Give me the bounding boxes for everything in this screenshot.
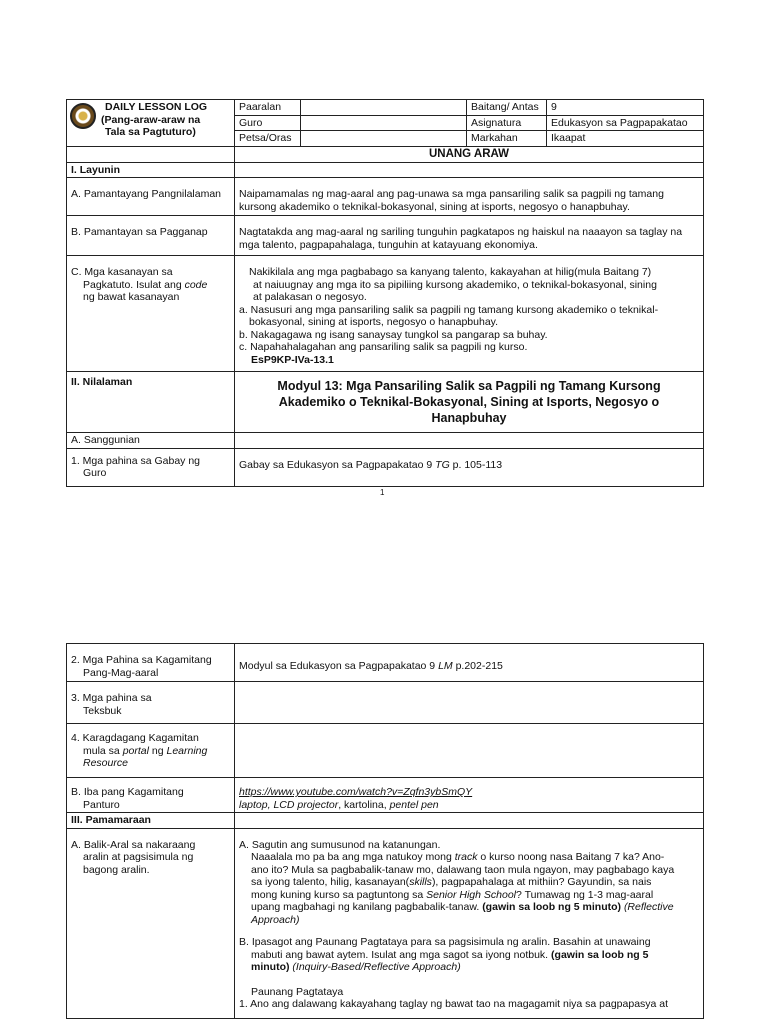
part-b-text: minuto) (Inquiry-Based/Reflective Approach) bbox=[251, 961, 461, 973]
part-a-text: Naaalala mo pa ba ang mga natukoy mong track o kurso noong nasa Baitang 7 ka? Ano- bbox=[251, 851, 665, 863]
kasanayan-line: at palakasan o negosyo. bbox=[253, 291, 367, 303]
kasanayan-line: at naiuugnay ang mga ito sa pipiliing kursong akademiko, o teknikal-bokasyonal, sining bbox=[253, 278, 657, 291]
pamantayang-label: A. Pamantayang Pangnilalaman bbox=[67, 178, 235, 216]
field-value-markahan: Ikaapat bbox=[547, 131, 704, 147]
kasanayan-line: c. Napahahalagahan ang pansariling salik sa pagpili ng kurso. bbox=[239, 341, 528, 353]
paunang-pagtataya-heading: Paunang Pagtataya bbox=[251, 985, 344, 998]
question-1: 1. Ano ang dalawang kakayahang taglay ng bawat tao na magagamit niya sa pagpapasya at bbox=[239, 998, 669, 1010]
kasanayan-line: bokasyonal, sining at isports, negosyo o hanapbuhay. bbox=[249, 316, 499, 328]
header-subtitle-2: Tala sa Pagtuturo) bbox=[105, 126, 196, 138]
header-subtitle: (Pang-araw-araw na bbox=[101, 113, 201, 126]
kasanayan-label-line2: Pagkatuto. Isulat ang code bbox=[83, 278, 208, 291]
section-nilalaman: II. Nilalaman bbox=[67, 372, 235, 433]
part-a-text: Approach) bbox=[251, 913, 300, 926]
kagamitang-label-line2: Pang-Mag-aaral bbox=[83, 666, 159, 679]
karagdagang-value bbox=[235, 724, 704, 778]
section-layunin: I. Layunin bbox=[67, 162, 235, 178]
kagamitang-value: Modyul sa Edukasyon sa Pagpapakatao 9 LM p.202-215 bbox=[235, 644, 704, 682]
karagdagang-label bbox=[67, 724, 235, 778]
kasanayan-value bbox=[235, 256, 704, 372]
karagdagang-label-line1: 4. Karagdagang Kagamitan bbox=[71, 732, 199, 744]
school-seal-icon bbox=[70, 103, 96, 129]
kasanayan-label-line1: C. Mga kasanayan sa bbox=[71, 266, 173, 278]
iba-value bbox=[235, 778, 704, 813]
field-label-markahan: Markahan bbox=[467, 131, 547, 147]
modyul-title: Modyul 13: Mga Pansariling Salik sa Pagpili ng Tamang Kursong Akademiko o Teknikal-Bokasyonal, Sining at Isports, Negosyo o Hanapbuhay bbox=[235, 372, 704, 433]
field-label-baitang: Baitang/ Antas bbox=[467, 100, 547, 116]
header-title-cell bbox=[67, 100, 235, 147]
youtube-link[interactable]: https://www.youtube.com/watch?v=Zqfn3ybSmQY bbox=[239, 786, 473, 798]
field-label-asignatura: Asignatura bbox=[467, 115, 547, 131]
balik-label-line2: aralin at pagsisimula ng bbox=[83, 851, 194, 863]
pamantayang-value: Naipamamalas ng mag-aaral ang pag-unawa sa mga pansariling salik sa pagpili ng tamang kursong akademiko o teknikal-bokasyonal, sining at isports, negosyo o hanapbuhay. bbox=[235, 178, 704, 216]
pagganap-value: Nagtatakda ang mag-aaral ng sariling tunguhin pagkatapos ng haiskul na naaayon sa taglay na mga talento, pagpapahalaga, tunguhin at katayuang ekonomiya. bbox=[235, 216, 704, 256]
competency-code: EsP9KP-IVa-13.1 bbox=[251, 353, 334, 366]
section-pamamaraan: III. Pamamaraan bbox=[67, 813, 235, 829]
gabay-label-line1: 1. Mga pahina sa Gabay ng bbox=[71, 454, 201, 467]
field-value-guro bbox=[301, 115, 467, 131]
field-value-asignatura: Edukasyon sa Pagpapakatao bbox=[547, 115, 704, 131]
kagamitang-label-line1: 2. Mga Pahina sa Kagamitang bbox=[71, 654, 212, 666]
iba-label-line2: Panturo bbox=[83, 798, 120, 811]
sanggunian-label: A. Sanggunian bbox=[67, 433, 235, 449]
kasanayan-line: a. Nasusuri ang mga pansariling salik sa pagpili ng tamang kursong akademiko o teknikal- bbox=[239, 303, 659, 316]
teksbuk-label-line2: Teksbuk bbox=[83, 704, 122, 717]
karagdagang-label-line2: mula sa portal ng Learning bbox=[83, 744, 208, 757]
iba-label-line1: B. Iba pang Kagamitang bbox=[71, 786, 184, 798]
field-value-petsa bbox=[301, 131, 467, 147]
kasanayan-line: b. Nakagagawa ng isang sanaysay tungkol sa pangarap sa buhay. bbox=[239, 328, 548, 341]
field-label-guro: Guro bbox=[235, 115, 301, 131]
teksbuk-label-line1: 3. Mga pahina sa bbox=[71, 692, 152, 704]
gabay-value: Gabay sa Edukasyon sa Pagpapakatao 9 TG p. 105-113 bbox=[235, 448, 704, 486]
part-a-text: ano ito? Mula sa pagbabalik-tanaw mo, dalawang taon mula ngayon, may pagbabago kaya bbox=[251, 863, 675, 876]
kasanayan-label-line3: ng bawat kasanayan bbox=[83, 291, 180, 303]
balik-aral-content bbox=[235, 828, 704, 1018]
kasanayan-line: Nakikilala ang mga pagbabago sa kanyang talento, kakayahan at hilig(mula Baitang 7) bbox=[249, 266, 652, 278]
field-label-paaralan: Paaralan bbox=[235, 100, 301, 116]
teksbuk-value bbox=[235, 682, 704, 724]
part-a-text: upang magbahagi ng kanilang pagbabalik-tanaw. (gawin sa loob ng 5 minuto) (Reflective bbox=[251, 901, 674, 913]
lesson-log-table-page1 bbox=[66, 99, 704, 487]
gabay-label-line2: Guro bbox=[83, 467, 107, 479]
teksbuk-label bbox=[67, 682, 235, 724]
karagdagang-label-line3: Resource bbox=[83, 757, 128, 769]
field-label-petsa: Petsa/Oras bbox=[235, 131, 301, 147]
header-title: DAILY LESSON LOG bbox=[105, 101, 208, 113]
pagganap-label: B. Pamantayan sa Pagganap bbox=[67, 216, 235, 256]
part-b-text: mabuti ang bawat aytem. Isulat ang mga sagot sa iyong notbuk. (gawin sa loob ng 5 bbox=[251, 948, 649, 961]
part-b-text: B. Ipasagot ang Paunang Pagtataya para sa pagsisimula ng aralin. Basahin at unawaing bbox=[239, 936, 651, 948]
field-value-paaralan bbox=[301, 100, 467, 116]
day-heading: UNANG ARAW bbox=[235, 146, 704, 162]
kasanayan-label bbox=[67, 256, 235, 372]
kagamitang-label bbox=[67, 644, 235, 682]
part-a-intro: A. Sagutin ang sumusunod na katanungan. bbox=[239, 838, 441, 851]
iba-materials: laptop, LCD projector, kartolina, pentel pen bbox=[239, 798, 439, 811]
part-a-text: sa iyong talento, hilig, kasanayan(skills), pagpapahalaga at mithiin? Gayundin, sa nais bbox=[251, 876, 652, 888]
gabay-label bbox=[67, 448, 235, 486]
part-a-text: mong kuning kurso sa pagtuntong sa Senior High School? Tumawag ng 1-3 mag-aaral bbox=[251, 888, 654, 901]
field-value-baitang: 9 bbox=[547, 100, 704, 116]
lesson-log-table-page2 bbox=[66, 643, 704, 1019]
balik-label-line1: A. Balik-Aral sa nakaraang bbox=[71, 838, 196, 851]
page-number: 1 bbox=[380, 488, 385, 497]
iba-label bbox=[67, 778, 235, 813]
balik-aral-label bbox=[67, 828, 235, 1018]
balik-label-line3: bagong aralin. bbox=[83, 863, 150, 876]
